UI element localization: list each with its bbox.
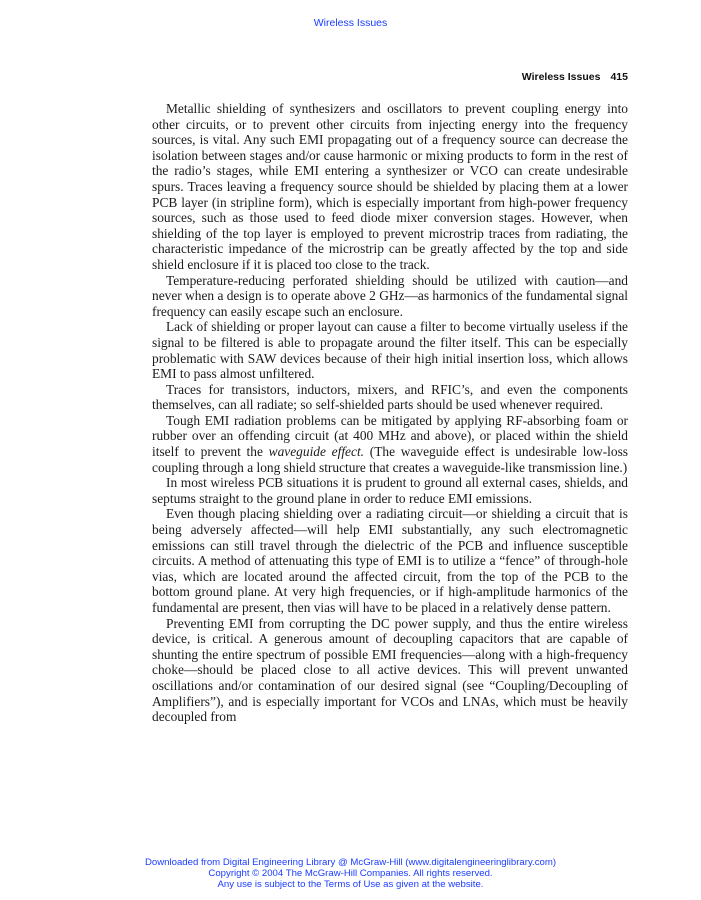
paragraph-via-fence: Even though placing shielding over a radiating circuit—or shielding a circuit that is being adversely affected—will help EMI substantially, any such electromagnetic emissions can still travel through the dielectric of the PCB and influence susceptible circuits. A method of attenuating this type of EMI is to utilize a “fence” of through-hole vias, which are located around the affected circuit, from the top of the PCB to the bottom ground plane. At very high frequencies, or if high-amplitude harmonics of the fundamental are present, then vias will have to be placed in a relatively dense pattern. [152, 506, 628, 615]
paragraph-text: Tough EMI radiation problems can be mitigated by applying RF-absorbing foam or rubber over an offending circuit (at 400 MHz and above), or placed within the shield itself to prevent the [152, 412, 628, 460]
paragraph-ground-cases: In most wireless PCB situations it is prudent to ground all external cases, shields, and septums straight to the ground plane in order to reduce EMI emissions. [152, 475, 628, 506]
paragraph-rf-absorbing-foam [152, 413, 628, 475]
footer-download-link[interactable]: Downloaded from Digital Engineering Library @ McGraw-Hill (www.digitalengineeringlibrary.com) [144, 857, 557, 868]
body-text [152, 101, 628, 725]
page-number: 415 [610, 71, 628, 83]
paragraph-radiating-traces: Traces for transistors, inductors, mixers, and RFIC’s, and even the components themselves, can all radiate; so self-shielded parts should be used whenever required. [152, 381, 628, 413]
paragraph-filter-layout: Lack of shielding or proper layout can cause a filter to become virtually useless if the signal to be filtered is able to propagate around the filter itself. This can be especially problematic with SAW devices because of their high initial insertion loss, which allows EMI to pass almost unfiltered. [152, 319, 628, 382]
emphasis-term: waveguide effect. [268, 444, 365, 460]
paragraph-shielding-synthesizers: Metallic shielding of synthesizers and oscillators to prevent coupling energy into other circuits, or to prevent other circuits from injecting energy into the frequency sources, is vital. Any such EMI propagating out of a frequency source can decrease the isolation between stages and/or cause harmonic or mixing products to form in the rest of the radio’s stages, while EMI entering a synthesizer or VCO can create undesirable spurs. Traces leaving a frequency source should be shielded by placing them at a lower PCB layer (in stripline form), which is especially important from high-power frequency sources, such as those used to feed diode mixer conversion stages. However, when shielding of the top layer is employed to prevent microstrip traces from radiating, the characteristic impedance of the microstrip can be greatly affected by the top and side shield enclosure if it is placed too close to the track. [152, 101, 628, 272]
top-chapter-link[interactable]: Wireless Issues [313, 17, 388, 29]
paragraph-perforated-shielding: Temperature-reducing perforated shielding should be utilized with caution—and never when a design is to operate above 2 GHz—as harmonics of the fundamental signal frequency can easily escape such an enclosure. [152, 272, 628, 319]
paragraph-text: (The waveguide effect is undesirable low-loss coupling through a long shield structure that creates a waveguide-like transmission line.) [152, 444, 628, 475]
paragraph-dc-power-supply: Preventing EMI from corrupting the DC power supply, and thus the entire wireless device, is critical. A generous amount of decoupling capacitors that are capable of shunting the entire spectrum of possible EMI frequencies—along with a high-frequency choke—should be placed close to all active devices. This will prevent unwanted oscillations and/or contamination of our desired signal (see “Coupling/Decoupling of Amplifiers”), and is especially important for VCOs and LNAs, which must be heavily decoupled from [152, 615, 628, 725]
footer-terms-link[interactable]: Any use is subject to the Terms of Use as given at the website. [217, 879, 484, 890]
running-head [522, 71, 628, 83]
footer [0, 857, 701, 890]
running-head-title: Wireless Issues [521, 71, 601, 83]
footer-copyright[interactable]: Copyright © 2004 The McGraw-Hill Companies. All rights reserved. [208, 868, 493, 879]
